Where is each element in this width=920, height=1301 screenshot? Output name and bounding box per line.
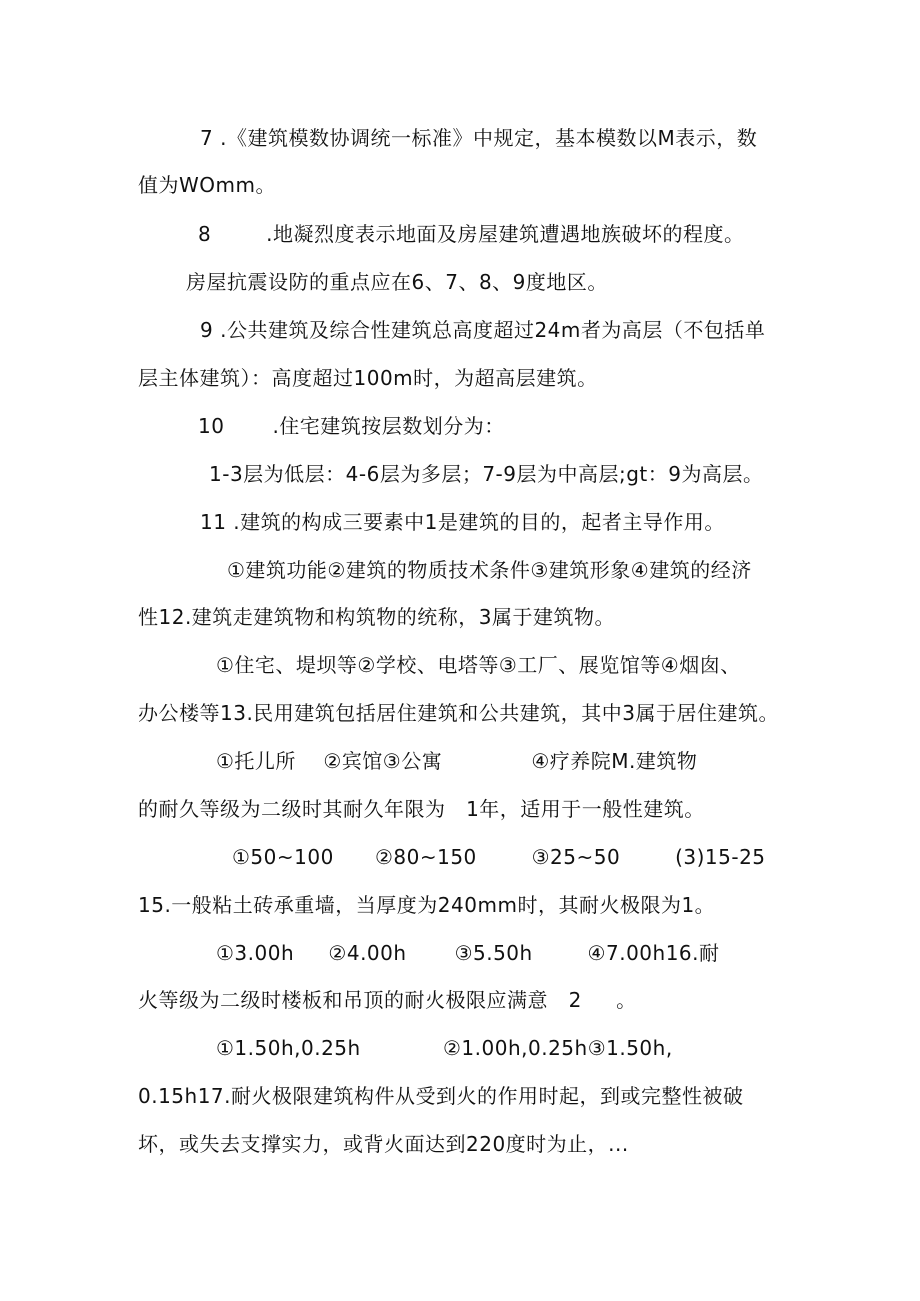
- text-line: ①1.50h,0.25h ②1.00h,0.25h③1.50h,: [216, 1036, 673, 1060]
- text-line: 房屋抗震设防的重点应在6、7、8、9度地区。: [186, 270, 608, 294]
- text-line: 9 .公共建筑及综合性建筑总高度超过24m者为高层（不包括单: [200, 318, 766, 342]
- text-line: ①托儿所 ②宾馆③公寓 ④疗养院M.建筑物: [216, 749, 698, 773]
- text-line: 火等级为二级时楼板和吊顶的耐火极限应满意 2 。: [138, 988, 637, 1012]
- text-line: ①3.00h ②4.00h ③5.50h ④7.00h16.耐: [216, 941, 720, 965]
- text-line: ①50~100 ②80~150 ③25~50 (3)15-25: [232, 845, 766, 869]
- text-line: 7 .《建筑模数协调统一标准》中规定，基本模数以M表示，数: [200, 126, 758, 150]
- text-line: 的耐久等级为二级时其耐久年限为 1年，适用于一般性建筑。: [138, 797, 705, 821]
- text-line: 层主体建筑）：高度超过100m时，为超高层建筑。: [138, 366, 598, 390]
- text-line: ①住宅、堤坝等②学校、电塔等③工厂、展览馆等④烟囱、: [216, 653, 741, 677]
- text-line: 1-3层为低层：4-6层为多层；7-9层为中高层;gt：9为高层。: [209, 462, 764, 486]
- text-line: 办公楼等13.民用建筑包括居住建筑和公共建筑，其中3属于居住建筑。: [138, 701, 780, 725]
- text-line: 0.15h17.耐火极限建筑构件从受到火的作用时起，到或完整性被破: [138, 1084, 744, 1108]
- text-line: 10 .住宅建筑按层数划分为：: [198, 414, 505, 438]
- text-line: ①建筑功能②建筑的物质技术条件③建筑形象④建筑的经济: [227, 558, 752, 582]
- text-line: 性12.建筑走建筑物和构筑物的统称，3属于建筑物。: [138, 605, 616, 629]
- text-line: 8 .地凝烈度表示地面及房屋建筑遭遇地族破坏的程度。: [198, 222, 745, 246]
- text-line: 坏，或失去支撑实力，或背火面达到220度时为止，...: [138, 1132, 629, 1156]
- text-line: 11 .建筑的构成三要素中1是建筑的目的，起者主导作用。: [200, 510, 725, 534]
- text-line: 值为WOmm。: [138, 173, 276, 197]
- text-line: 15.一般粘土砖承重墙，当厚度为240mm时，其耐火极限为1。: [138, 893, 716, 917]
